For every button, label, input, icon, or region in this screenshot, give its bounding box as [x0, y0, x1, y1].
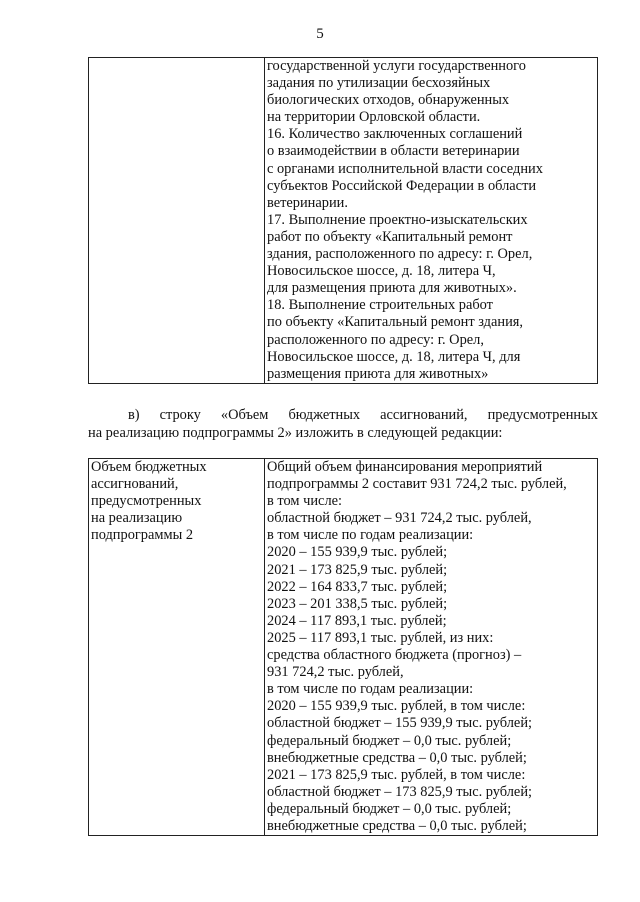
text-line: здания, расположенного по адресу: г. Орел, — [267, 246, 533, 263]
budget-table — [88, 458, 598, 836]
text-line: государственной услуги государственного — [267, 58, 526, 74]
text-line: по объекту «Капитальный ремонт здания, — [267, 314, 523, 331]
text-line: областной бюджет – 173 825,9 тыс. рублей; — [267, 783, 533, 800]
text-line: Новосильское шоссе, д. 18, литера Ч, — [267, 263, 496, 280]
text-line: расположенного по адресу: г. Орел, — [267, 331, 484, 348]
text-line: 2022 – 164 833,7 тыс. рублей; — [267, 578, 448, 595]
text-line: 16. Количество заключенных соглашений — [267, 126, 523, 143]
text-line: биологических отходов, обнаруженных — [267, 92, 510, 109]
text-line: областной бюджет – 931 724,2 тыс. рублей, — [267, 510, 532, 527]
text-line: 2021 – 173 825,9 тыс. рублей, в том числе: — [267, 766, 526, 783]
text-line: 2025 – 117 893,1 тыс. рублей, из них: — [267, 629, 494, 646]
table-row — [89, 459, 598, 836]
text-line: подпрограммы 2 составит 931 724,2 тыс. рублей, — [267, 476, 567, 493]
text-line: Объем бюджетных — [91, 459, 207, 475]
table-cell-heading — [89, 459, 265, 836]
table-cell-empty — [89, 58, 265, 384]
text-line: областной бюджет – 155 939,9 тыс. рублей; — [267, 715, 533, 732]
text-line: ассигнований, — [91, 476, 179, 493]
text-line: внебюджетные средства – 0,0 тыс. рублей; — [267, 817, 527, 834]
text-line: Общий объем финансирования мероприятий — [267, 459, 543, 475]
instruction-paragraph-line-2: на реализацию подпрограммы 2» изложить в следующей редакции: — [88, 425, 503, 441]
text-line: ветеринарии. — [267, 194, 348, 211]
text-line: средства областного бюджета (прогноз) – — [267, 647, 522, 664]
text-line: федеральный бюджет – 0,0 тыс. рублей; — [267, 800, 512, 817]
text-line: работ по объекту «Капитальный ремонт — [267, 228, 513, 245]
text-line: подпрограммы 2 — [91, 527, 194, 544]
text-line: федеральный бюджет – 0,0 тыс. рублей; — [267, 732, 512, 749]
text-line: о взаимодействии в области ветеринарии — [267, 143, 520, 160]
text-line: 2023 – 201 338,5 тыс. рублей; — [267, 595, 448, 612]
text-line: Новосильское шоссе, д. 18, литера Ч, для — [267, 348, 521, 365]
text-line: субъектов Российской Федерации в области — [267, 177, 537, 194]
text-line: 18. Выполнение строительных работ — [267, 297, 493, 314]
text-line: 2020 – 155 939,9 тыс. рублей; — [267, 544, 448, 561]
text-line: на территории Орловской области. — [267, 109, 481, 126]
text-line: в том числе: — [267, 493, 343, 510]
continuation-table — [88, 57, 598, 384]
text-line: для размещения приюта для животных». — [267, 280, 517, 297]
instruction-paragraph-line-1: в) строку «Объем бюджетных ассигнований, предусмотренных — [128, 407, 598, 423]
text-line: предусмотренных — [91, 493, 202, 510]
text-line: с органами исполнительной власти соседних — [267, 160, 543, 177]
table-cell-budget-details — [265, 459, 598, 836]
text-line: 2021 – 173 825,9 тыс. рублей; — [267, 561, 448, 578]
text-line: на реализацию — [91, 510, 183, 527]
table-row — [89, 58, 598, 384]
text-line: 2024 – 117 893,1 тыс. рублей; — [267, 612, 447, 629]
text-line: 2020 – 155 939,9 тыс. рублей, в том числе: — [267, 698, 526, 715]
text-line: в том числе по годам реализации: — [267, 527, 474, 544]
page-number: 5 — [316, 26, 324, 42]
text-line: внебюджетные средства – 0,0 тыс. рублей; — [267, 749, 527, 766]
text-line: 17. Выполнение проектно-изыскательских — [267, 211, 528, 228]
text-line: размещения приюта для животных» — [267, 365, 489, 382]
text-line: 931 724,2 тыс. рублей, — [267, 664, 404, 681]
table-cell-indicators — [265, 58, 598, 384]
text-line: задания по утилизации бесхозяйных — [267, 75, 491, 92]
text-line: в том числе по годам реализации: — [267, 681, 474, 698]
